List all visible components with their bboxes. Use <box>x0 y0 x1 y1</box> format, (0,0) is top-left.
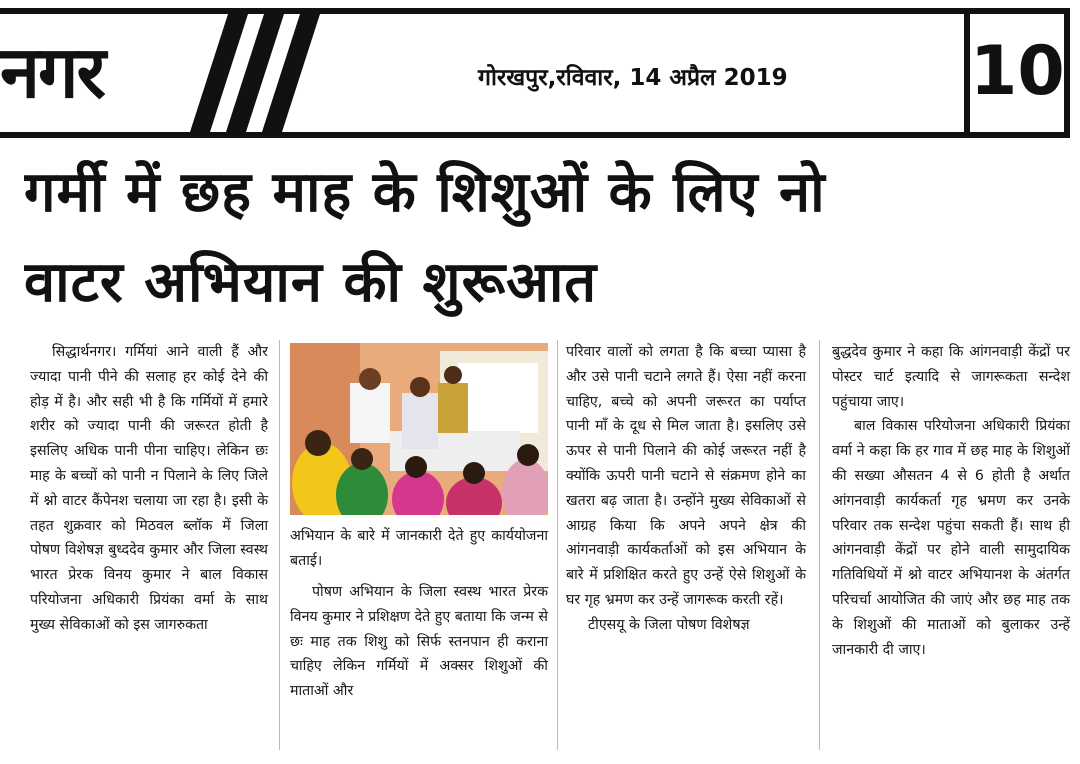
news-photo <box>290 343 548 515</box>
section-title: नगर <box>0 30 104 114</box>
article-column-4 <box>832 340 1070 662</box>
article-column-1 <box>30 340 268 638</box>
column-rule <box>819 340 820 750</box>
article-paragraph: परिवार वालों को लगता है कि बच्चा प्यासा है और उसे पानी चटाने लगते हैं। ऐसा नहीं करना चाहिए, बच्चे को अपनी जरूरत का पर्याप्त पानी माँ के दूध से मिल जाता है। इसलिए उसे ऊपर से पानी पिलाने की कोई जरूरत नहीं है क्योंकि ऊपरी पानी चटाने से संक्रमण होने का खतरा बढ़ जाता है। उन्होंने मुख्य सेविकाओं से आग्रह किया कि अपने अपने क्षेत्र की आंगनवाड़ी कार्यकर्ताओं को इस अभियान के बारे में प्रशिक्षित करते हुए उन्हें ऐसे शिशुओं के घर गृह भ्रमण कर उन्हें जागरूक करती रहें। <box>566 344 806 608</box>
article-column-3 <box>566 340 806 638</box>
column-rule <box>279 340 280 750</box>
article-paragraph: बाल विकास परियोजना अधिकारी प्रियंका वर्मा ने कहा कि हर गाव में छह माह के शिशुओं की सख्या औसतन 4 से 6 होती है अर्थात आंगनवाड़ी कार्यकर्ता गृह भ्रमण कर उनके परिवार तक सन्देश पहुंचा सकती हैं। साथ ही आंगनवाड़ी केंद्रों पर होने वाली सामुदायिक गतिविधियों में श्नो वाटर अभियानश के अंतर्गत परिचर्चा आयोजित की जाएं और छह माह तक के शिशुओं की माताओं को बुलाकर उन्हें जानकारी दी जाए। <box>832 418 1070 658</box>
photo-caption <box>290 524 548 574</box>
headline-line-2: वाटर अभियान की शुरूआत <box>24 250 598 315</box>
dateline: गोरखपुर,रविवार, 14 अप्रैल 2019 <box>478 65 788 91</box>
column-rule <box>557 340 558 750</box>
page-number: 10 <box>970 32 1065 111</box>
article-paragraph: पोषण अभियान के जिला स्वस्थ भारत प्रेरक विनय कुमार ने प्रशिक्षण देते हुए बताया कि जन्म से छः माह तक शिशु को सिर्फ स्तनपान ही कराना चाहिए लेकिन गर्मियों में अक्सर शिशुओं की माताओं और <box>290 584 548 700</box>
photo-caption-text: अभियान के बारे में जानकारी देते हुए कार्ययोजना बताई। <box>290 528 548 569</box>
meeting-photo-image <box>290 343 548 515</box>
article-paragraph: सिद्धार्थनगर। गर्मियां आने वाली हैं और ज्यादा पानी पीने की सलाह हर कोई देने की होड़ में है। और सही भी है कि गर्मियों में हमारे शरीर को ज्यादा पानी की जरूरत होती है इसलिए अधिक पानी पीना चाहिए। लेकिन छः माह के बच्चों को पानी न पिलाने के लिए जिले में श्नो वाटर कैंपेनश चलाया जा रहा है। इसी के तहत शुक्रवार को मिठवल ब्लॉक में जिला पोषण विशेषज्ञ बुध्ददेव कुमार और जिला स्वस्थ भारत प्रेरक विनय कुमार ने बाल विकास परियोजना अधिकारी प्रियंका वर्मा के साथ मुख्य सेविकाओं को इस जागरुकता <box>30 344 268 633</box>
masthead <box>0 0 1080 140</box>
article-paragraph: टीएसयू के जिला पोषण विशेषज्ञ <box>588 616 750 633</box>
masthead-top-rule <box>0 8 1070 14</box>
headline-line-1: गर्मी में छह माह के शिशुओं के लिए नो <box>24 160 826 225</box>
masthead-bottom-rule <box>0 132 1070 138</box>
article-column-2 <box>290 580 548 704</box>
page-number-box <box>964 8 1070 138</box>
headline <box>24 148 1080 328</box>
slash-ornament <box>190 14 320 132</box>
article-paragraph: बुद्धदेव कुमार ने कहा कि आंगनवाड़ी केंद्रों पर पोस्टर चार्ट इत्यादि से जागरूकता सन्देश पहुंचाया जाए। <box>832 344 1070 410</box>
